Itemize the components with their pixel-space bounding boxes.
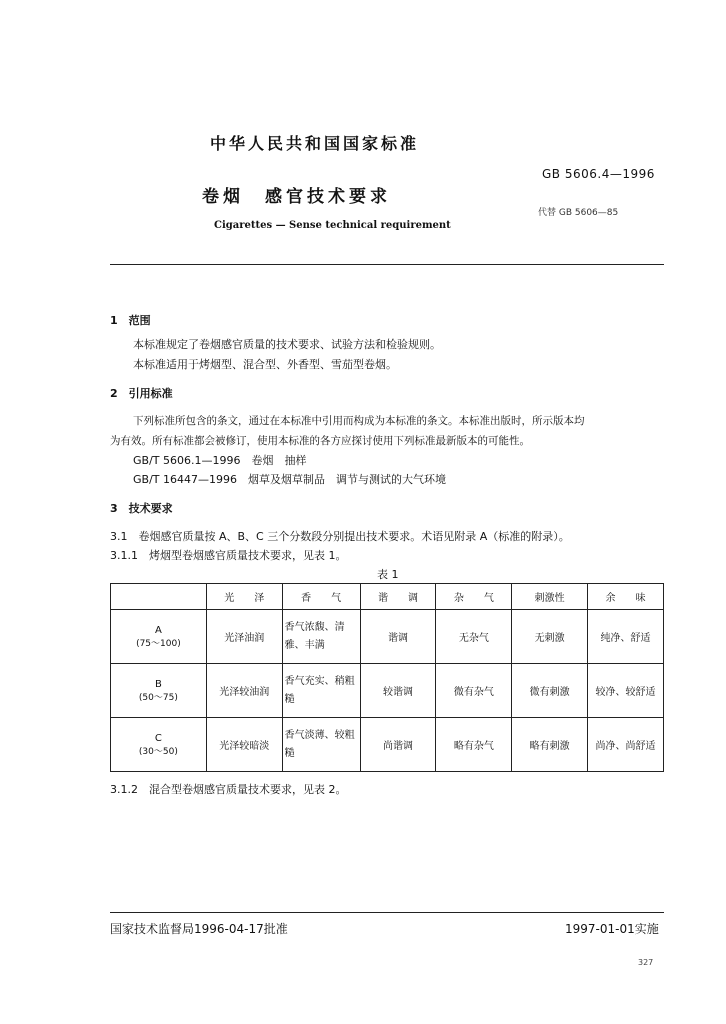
section-2-paragraph-line-1: 下列标准所包含的条文，通过在本标准中引用而构成为本标准的条文。本标准出版时，所示版本均 (133, 415, 585, 427)
effective-date: 1997-01-01实施 (565, 922, 659, 936)
grade-cell (111, 664, 207, 718)
table-header-cell: 杂 气 (436, 584, 512, 610)
standard-title: 中华人民共和国国家标准 (210, 134, 420, 153)
reference-2: GB/T 16447—1996 烟草及烟草制品 调节与测试的大气环境 (133, 473, 446, 486)
table-header-row (111, 584, 664, 610)
footer-divider (110, 912, 664, 913)
approval-date: 国家技术监督局1996-04-17批准 (110, 922, 288, 936)
table-header-cell: 光 泽 (206, 584, 282, 610)
table-cell: 无刺激 (512, 610, 588, 664)
grade-label: C (154, 732, 162, 744)
table-cell: 香气淡薄、较粗糙 (282, 718, 360, 772)
table-cell: 无杂气 (436, 610, 512, 664)
table-row (111, 664, 664, 718)
table-row (111, 718, 664, 772)
grade-cell (111, 610, 207, 664)
section-2-heading: 2 引用标准 (110, 387, 173, 400)
clause-3-1-1: 3.1.1 烤烟型卷烟感官质量技术要求，见表 1。 (110, 549, 347, 562)
section-1-paragraph-2: 本标准适用于烤烟型、混合型、外香型、雪茄型卷烟。 (133, 358, 397, 371)
table-cell: 光泽油润 (206, 610, 282, 664)
table-cell: 微有杂气 (436, 664, 512, 718)
replaces-note: 代替 GB 5606—85 (538, 208, 619, 218)
document-title-english: Cigarettes — Sense technical requirement (214, 220, 451, 231)
section-2-paragraph-line-2: 为有效。所有标准都会被修订，使用本标准的各方应探讨使用下列标准最新版本的可能性。 (110, 435, 530, 447)
grade-label: A (154, 624, 162, 636)
table-cell: 光泽较暗淡 (206, 718, 282, 772)
table-header-cell: 余 味 (588, 584, 664, 610)
header-divider (110, 264, 664, 265)
table-cell: 纯净、舒适 (588, 610, 664, 664)
section-1-paragraph-1: 本标准规定了卷烟感官质量的技术要求、试验方法和检验规则。 (133, 338, 441, 351)
table-1 (110, 583, 664, 772)
clause-3-1-2: 3.1.2 混合型卷烟感官质量技术要求，见表 2。 (110, 783, 347, 796)
table-header-cell: 香 气 (282, 584, 360, 610)
section-3-heading: 3 技术要求 (110, 502, 173, 515)
grade-cell (111, 718, 207, 772)
grade-score-range: (50～75) (138, 692, 178, 703)
table-cell: 略有刺激 (512, 718, 588, 772)
document-title: 卷烟 感官技术要求 (202, 187, 391, 207)
table-header-cell: 刺激性 (512, 584, 588, 610)
page-number: 327 (638, 958, 654, 967)
grade-score-range: (30～50) (138, 746, 178, 757)
table-cell: 微有刺激 (512, 664, 588, 718)
reference-1: GB/T 5606.1—1996 卷烟 抽样 (133, 454, 307, 467)
table-cell: 光泽较油润 (206, 664, 282, 718)
table-cell: 略有杂气 (436, 718, 512, 772)
standard-code: GB 5606.4—1996 (542, 167, 655, 181)
table-header-cell (111, 584, 207, 610)
grade-score-range: (75～100) (136, 638, 181, 649)
table-cell: 香气浓馥、清雅、丰满 (282, 610, 360, 664)
table-cell: 较净、较舒适 (588, 664, 664, 718)
table-row (111, 610, 664, 664)
table-cell: 香气充实、稍粗糙 (282, 664, 360, 718)
table-1-caption: 表 1 (377, 568, 399, 581)
table-cell: 谐调 (360, 610, 436, 664)
grade-label: B (154, 678, 162, 690)
table-header-cell: 谐 调 (360, 584, 436, 610)
section-1-heading: 1 范围 (110, 314, 151, 327)
table-cell: 较谐调 (360, 664, 436, 718)
table-cell: 尚谐调 (360, 718, 436, 772)
table-cell: 尚净、尚舒适 (588, 718, 664, 772)
clause-3-1: 3.1 卷烟感官质量按 A、B、C 三个分数段分别提出技术要求。术语见附录 A（标准的附录）。 (110, 530, 570, 543)
